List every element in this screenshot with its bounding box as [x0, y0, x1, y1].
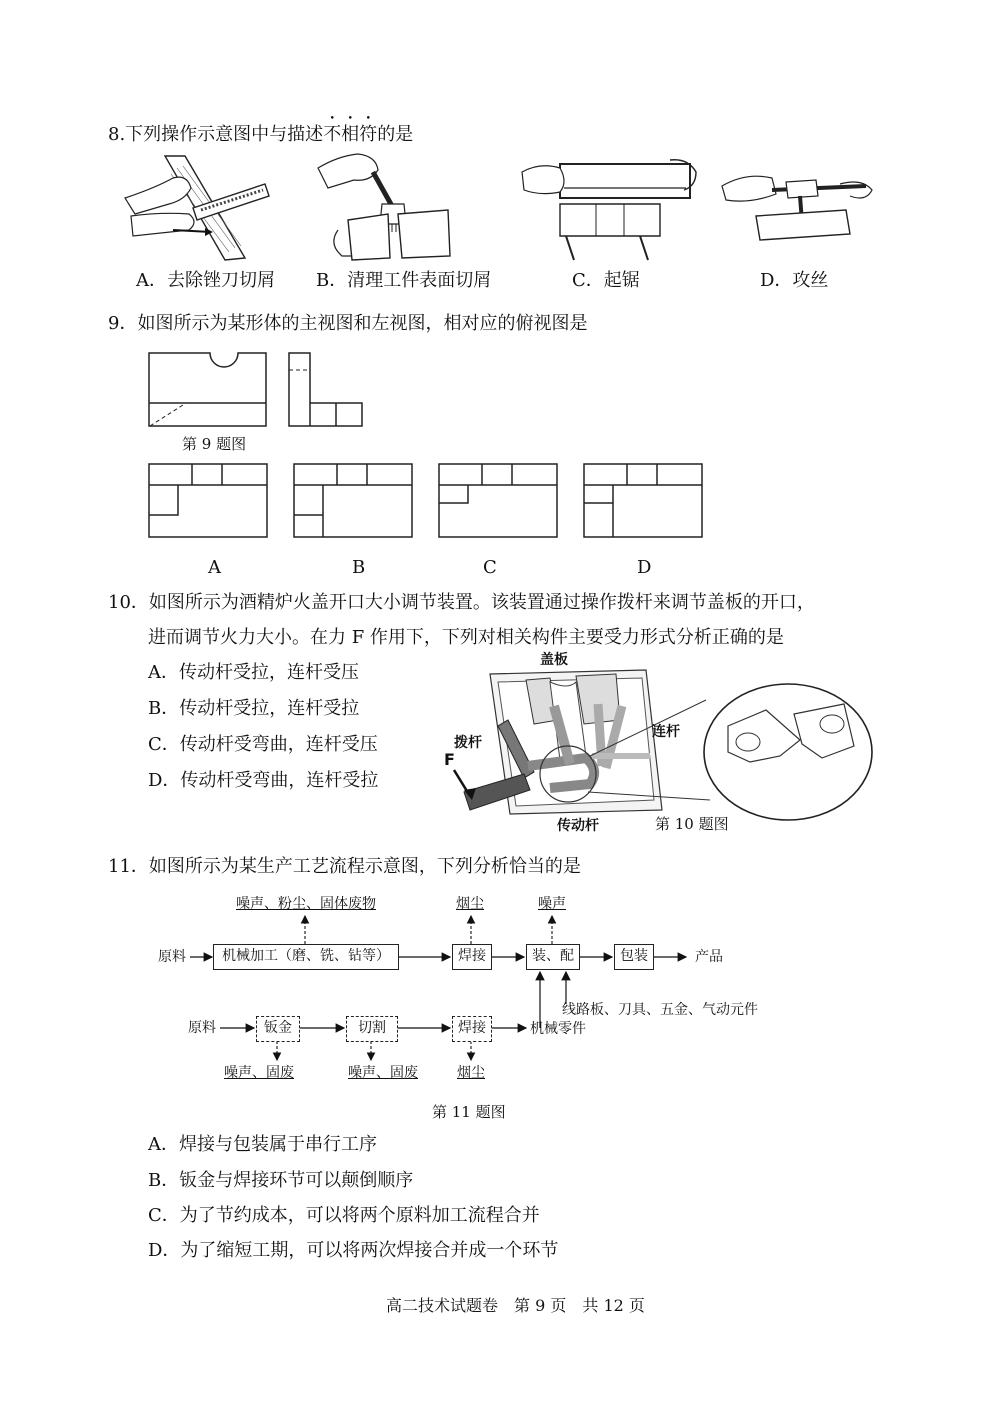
q11-pack-box: 包装: [614, 944, 654, 970]
q11-bottom-output-2: 噪声、固废: [348, 1065, 418, 1081]
q9-fig-caption: 第 9 题图: [182, 435, 247, 453]
q10-label-drive: 传动杆: [557, 818, 599, 834]
q9-option-d: D: [637, 557, 652, 578]
q11-fig-caption: 第 11 题图: [432, 1103, 506, 1121]
q11-top-output-2: 烟尘: [456, 896, 484, 912]
q10-fig-caption: 第 10 题图: [655, 815, 729, 833]
q11-mech-parts: 机械零件: [530, 1021, 586, 1037]
q11-option-c: C．为了节约成本，可以将两个原料加工流程合并: [148, 1205, 540, 1226]
q11-raw-material-1: 原料: [158, 949, 186, 965]
q10-label-link: 连杆: [652, 724, 680, 740]
q8-option-d: D．攻丝: [760, 270, 829, 291]
q10-stem-line1: 10．如图所示为酒精炉火盖开口大小调节装置。该装置通过操作拨杆来调节盖板的开口，: [108, 592, 815, 613]
q9-option-a: A: [208, 557, 221, 578]
q8-emphasis: 不相符: [323, 124, 378, 145]
q11-assembly-box: 装、配: [526, 944, 580, 970]
q10-label-lever: 拨杆: [454, 735, 482, 751]
q11-weld-box-2: 焊接: [452, 1016, 492, 1042]
q10-option-b: B．传动杆受拉，连杆受拉: [148, 698, 360, 719]
q10-stem-line2: 进而调节火力大小。在力 F 作用下，下列对相关构件主要受力形式分析正确的是: [148, 627, 784, 648]
q11-option-a: A．焊接与包装属于串行工序: [148, 1134, 377, 1155]
q11-weld-box-1: 焊接: [452, 944, 492, 970]
q11-top-output-1: 噪声、粉尘、固体废物: [236, 896, 376, 912]
q10-option-c: C．传动杆受弯曲，连杆受压: [148, 734, 378, 755]
q9-stem: 9．如图所示为某形体的主视图和左视图，相对应的俯视图是: [108, 313, 588, 334]
q11-option-b: B．钣金与焊接环节可以颠倒顺序: [148, 1170, 414, 1191]
q11-cut-box: 切割: [346, 1016, 398, 1042]
q11-bottom-output-1: 噪声、固废: [224, 1065, 294, 1081]
q11-parts-input: 线路板、刀具、五金、气动元件: [562, 1002, 758, 1018]
q10-label-cover: 盖板: [540, 652, 568, 668]
q10-option-d: D．传动杆受弯曲，连杆受拉: [148, 770, 379, 791]
q11-bottom-output-3: 烟尘: [457, 1065, 485, 1081]
page-footer: 高二技术试题卷 第 9 页 共 12 页: [386, 1296, 645, 1315]
q10-option-a: A．传动杆受拉，连杆受压: [148, 662, 359, 683]
q11-option-d: D．为了缩短工期，可以将两次焊接合并成一个环节: [148, 1240, 559, 1261]
q8-option-a: A．去除锉刀切屑: [136, 270, 275, 291]
q8-stem-end: 的是: [377, 124, 414, 145]
q9-option-b: B: [352, 557, 366, 578]
q10-label-force: F: [444, 750, 455, 769]
q8-option-c: C．起锯: [572, 270, 640, 291]
q11-raw-material-2: 原料: [188, 1020, 216, 1036]
q8-stem-text: 8.下列操作示意图中与描述: [108, 124, 324, 145]
q11-stem: 11．如图所示为某生产工艺流程示意图，下列分析恰当的是: [108, 856, 581, 877]
q11-product: 产品: [695, 949, 723, 965]
q11-machining-box: 机械加工（磨、铣、钻等）: [213, 944, 399, 970]
q9-option-c: C: [483, 557, 497, 578]
q8-option-b: B．清理工件表面切屑: [316, 270, 492, 291]
q11-top-output-3: 噪声: [538, 896, 566, 912]
q11-sheet-metal-box: 钣金: [256, 1016, 300, 1042]
